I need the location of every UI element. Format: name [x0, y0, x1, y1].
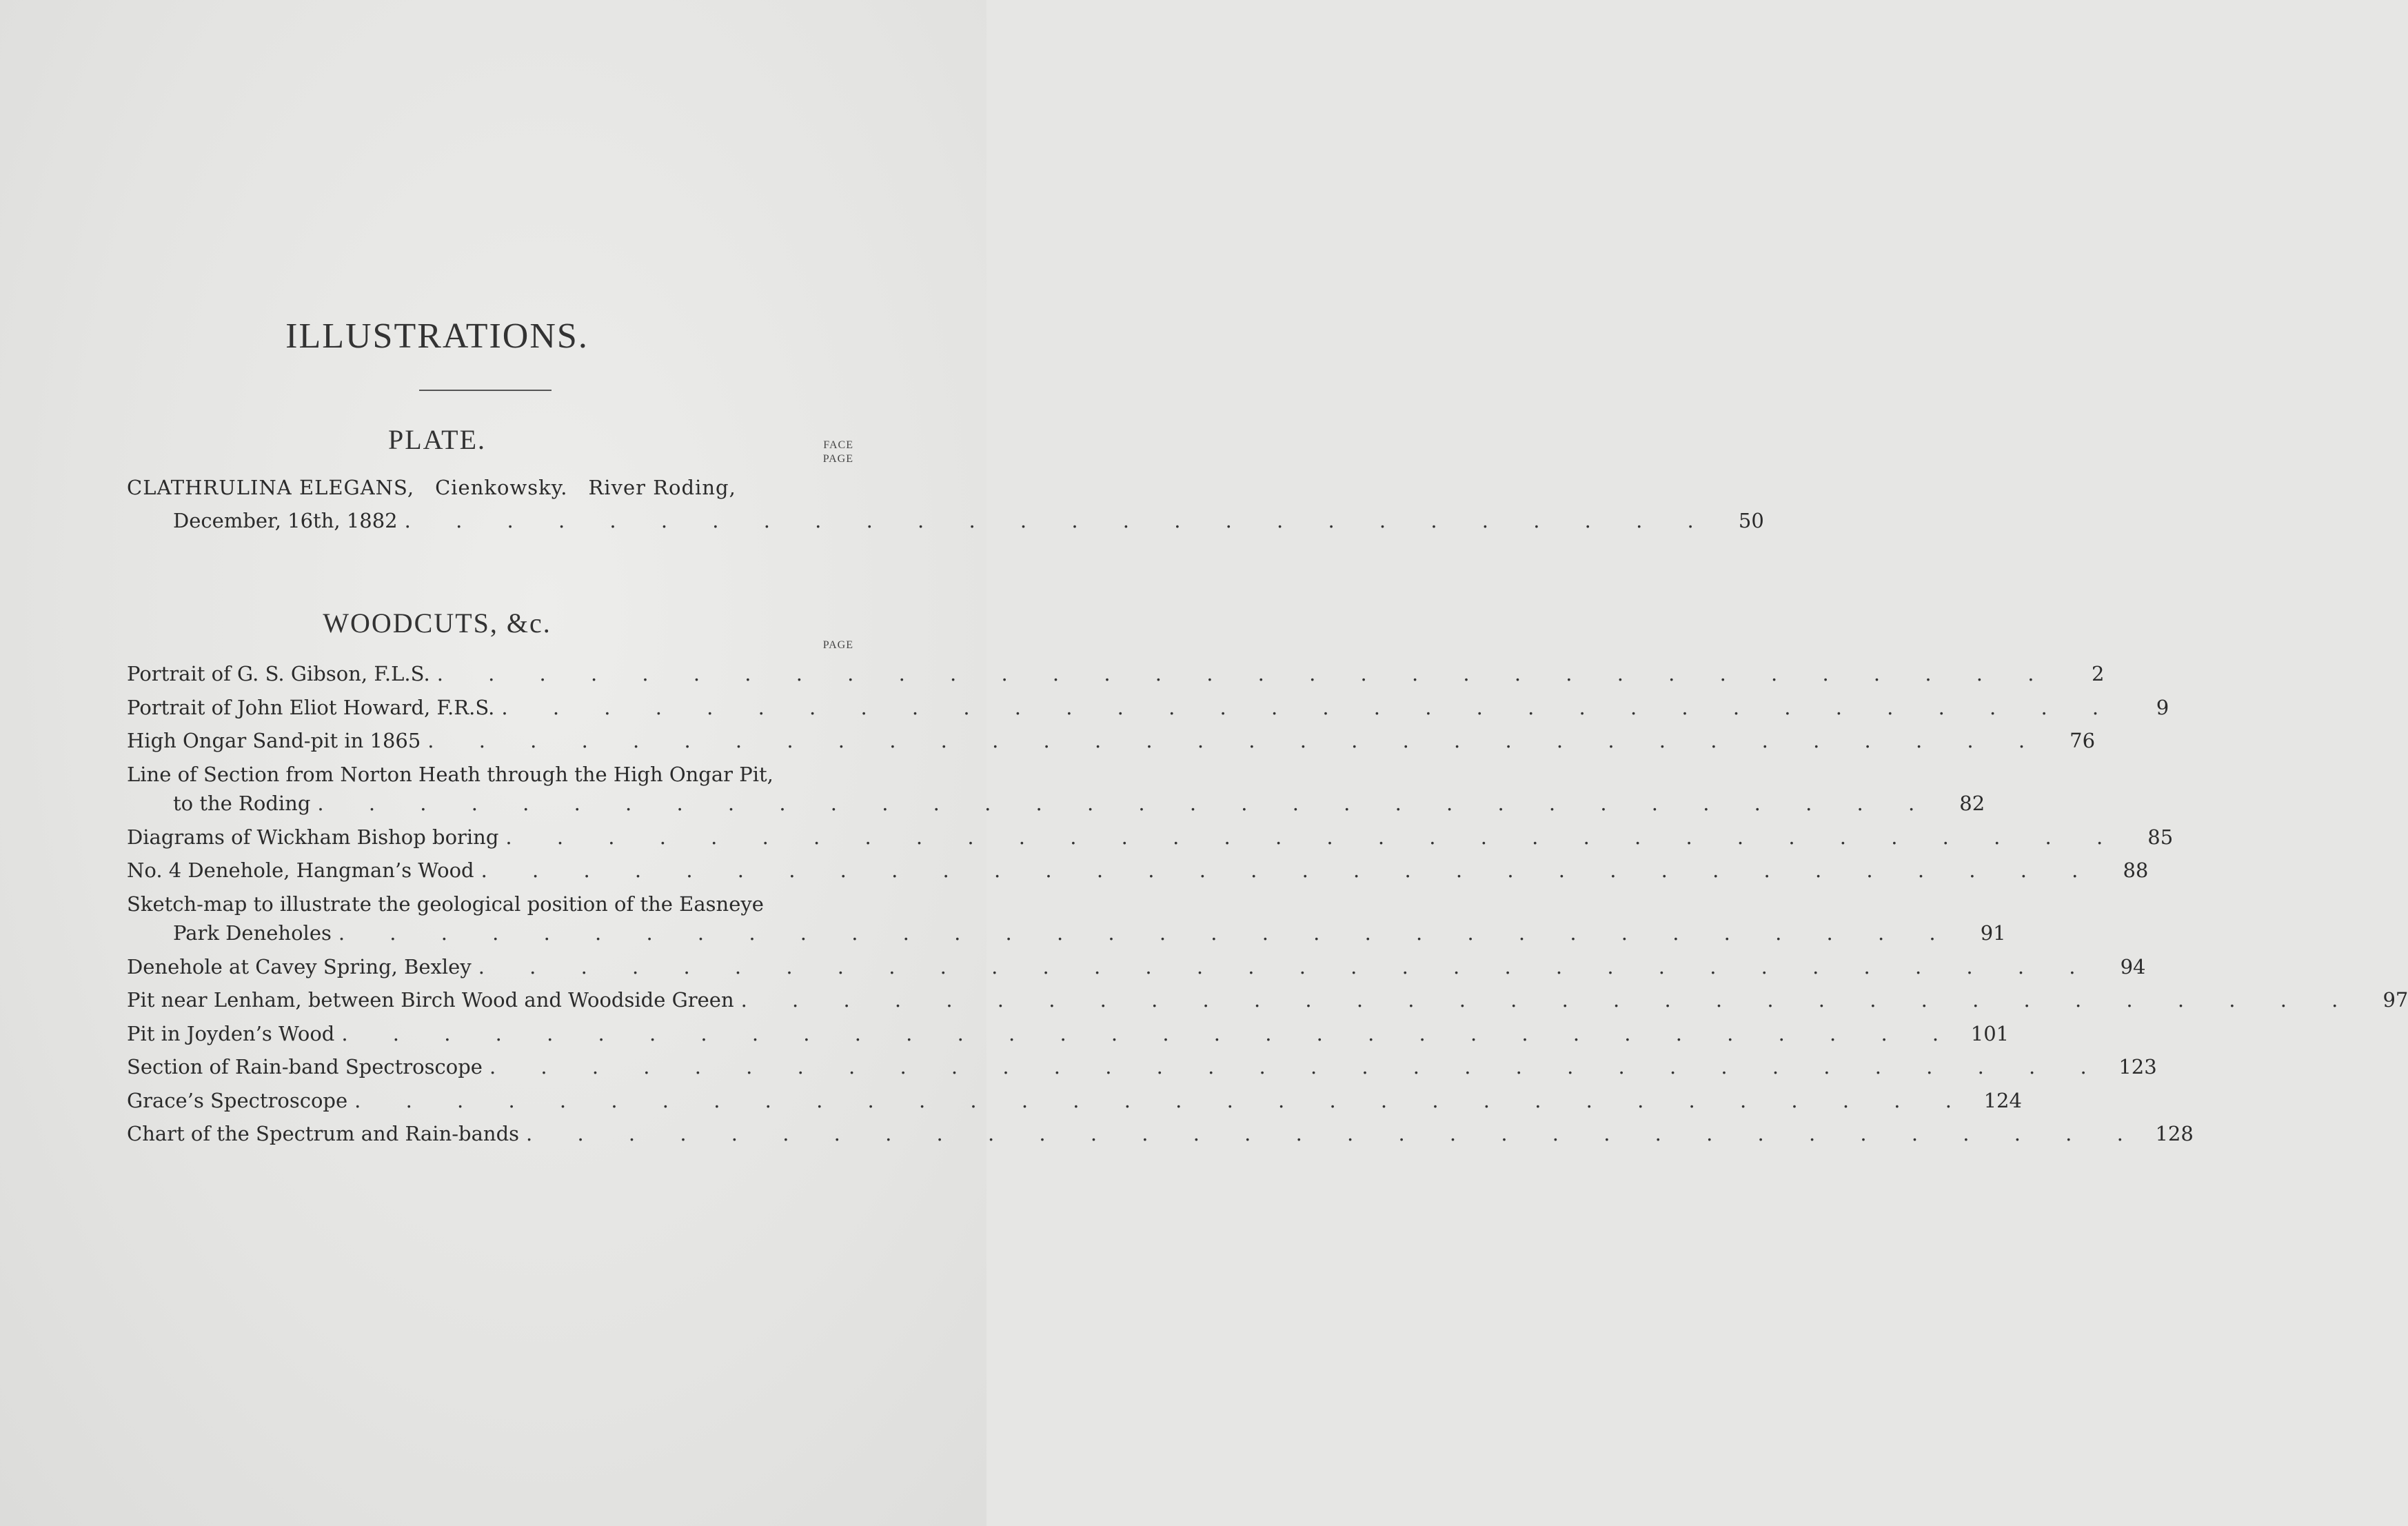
list-item — [127, 888, 853, 920]
leader-dots: . . . . . . . . . . . . . . . . . . . . . . . . . . . . . . . . — [317, 792, 1934, 815]
entry-title: Portrait of G. S. Gibson, F.L.S. — [127, 662, 430, 685]
entry-title-continuation: Park Deneholes — [173, 921, 332, 945]
entry-page-number: 123 — [2118, 1055, 2157, 1078]
list-item-continuation — [127, 787, 1985, 819]
list-item — [127, 984, 2408, 1016]
plate-entry-species: CLATHRULINA ELEGANS, — [127, 476, 415, 499]
entry-page-number: 97 — [2382, 988, 2408, 1012]
list-item — [127, 1118, 2194, 1149]
entry-title: Chart of the Spectrum and Rain-bands — [127, 1122, 520, 1145]
plate-entry-page: 50 — [1738, 509, 1764, 532]
list-item — [127, 1051, 2157, 1083]
leader-dots: . . . . . . . . . . . . . . . . . . . . . . . . . . . . . . . . — [478, 954, 2095, 978]
entry-title: Pit in Joyden’s Wood — [127, 1021, 335, 1045]
list-item — [127, 951, 2146, 983]
list-item — [127, 821, 2174, 853]
title-rule — [419, 390, 552, 391]
plate-col-label — [791, 439, 853, 466]
entry-page-number: 128 — [2155, 1122, 2194, 1145]
entry-title: Grace’s Spectroscope — [127, 1088, 348, 1112]
entry-page-number: 101 — [1970, 1021, 2010, 1045]
entry-page-number: 88 — [2123, 859, 2149, 882]
entry-title: Portrait of John Eliot Howard, F.R.S. — [127, 695, 495, 719]
entry-title: Line of Section from Norton Heath through the High Ongar Pit, — [127, 762, 773, 786]
list-item — [127, 854, 2149, 886]
plate-entry-author: Cienkowsky. — [435, 476, 568, 499]
entry-title: Sketch-map to illustrate the geological position of the Easneye — [127, 892, 764, 916]
leader-dots: . . . . . . . . . . . . . . . . . . . . . . . . . . . . . . . . — [354, 1088, 1971, 1112]
entry-title: High Ongar Sand-pit in 1865 — [127, 729, 421, 752]
list-item — [127, 759, 853, 790]
leader-dots: . . . . . . . . . . . . . . . . . . . . . . . . . . . . . . . . — [341, 1021, 1959, 1045]
plate-col-label-face: FACE — [823, 439, 853, 451]
leader-dots: . . . . . . . . . . . . . . . . . . . . . . . . . . . . . . . . — [740, 988, 2358, 1012]
plate-heading: PLATE. — [388, 424, 486, 455]
entry-page-number: 85 — [2147, 825, 2174, 849]
list-item — [127, 1085, 2022, 1116]
entry-title: Pit near Lenham, between Birch Wood and Woodside Green — [127, 988, 734, 1012]
entry-page-number: 124 — [1983, 1088, 2022, 1112]
entry-page-number: 91 — [1980, 921, 2006, 945]
list-item — [127, 692, 2169, 723]
page-title: ILLUSTRATIONS. — [285, 317, 589, 356]
woodcuts-col-label: PAGE — [822, 639, 853, 651]
entry-title: Diagrams of Wickham Bishop boring — [127, 825, 499, 849]
leader-dots: . . . . . . . . . . . . . . . . . . . . . . . . . . — [404, 509, 1713, 532]
leader-dots: . . . . . . . . . . . . . . . . . . . . . . . . . . . . . . . . — [480, 859, 2098, 882]
leader-dots: . . . . . . . . . . . . . . . . . . . . . . . . . . . . . . . . — [338, 921, 1955, 945]
leader-dots: . . . . . . . . . . . . . . . . . . . . . . . . . . . . . . . . — [505, 825, 2123, 849]
plate-entry-locality: River Roding, — [588, 476, 736, 499]
leader-dots: . . . . . . . . . . . . . . . . . . . . . . . . . . . . . . . . — [526, 1122, 2143, 1145]
entry-title-continuation: to the Roding — [173, 792, 311, 815]
entry-page-number: 76 — [2070, 729, 2096, 752]
leader-dots: . . . . . . . . . . . . . . . . . . . . . . . . . . . . . . . . — [436, 662, 2054, 685]
entry-page-number: 9 — [2156, 695, 2169, 719]
leader-dots: . . . . . . . . . . . . . . . . . . . . . . . . . . . . . . . . — [489, 1055, 2106, 1078]
list-item — [127, 1018, 2010, 1050]
entry-title: No. 4 Denehole, Hangman’s Wood — [127, 859, 474, 882]
leader-dots: . . . . . . . . . . . . . . . . . . . . . . . . . . . . . . . . — [501, 695, 2118, 719]
list-item-continuation — [127, 917, 2006, 949]
plate-entry-date: December, 16th, 1882 — [173, 509, 398, 532]
list-item — [127, 658, 2105, 690]
leader-dots: . . . . . . . . . . . . . . . . . . . . . . . . . . . . . . . . — [427, 729, 2045, 752]
list-item — [127, 725, 2096, 756]
plate-col-label-page: PAGE — [822, 453, 853, 465]
entry-title: Denehole at Cavey Spring, Bexley — [127, 954, 472, 978]
entry-title: Section of Rain-band Spectroscope — [127, 1055, 483, 1078]
plate-entry-line-1 — [127, 472, 853, 503]
entry-page-number: 2 — [2092, 662, 2105, 685]
plate-entry-line-2 — [127, 505, 1764, 536]
entry-page-number: 94 — [2120, 954, 2146, 978]
entry-page-number: 82 — [1959, 792, 1985, 815]
woodcuts-heading: WOODCUTS, &c. — [323, 608, 552, 639]
